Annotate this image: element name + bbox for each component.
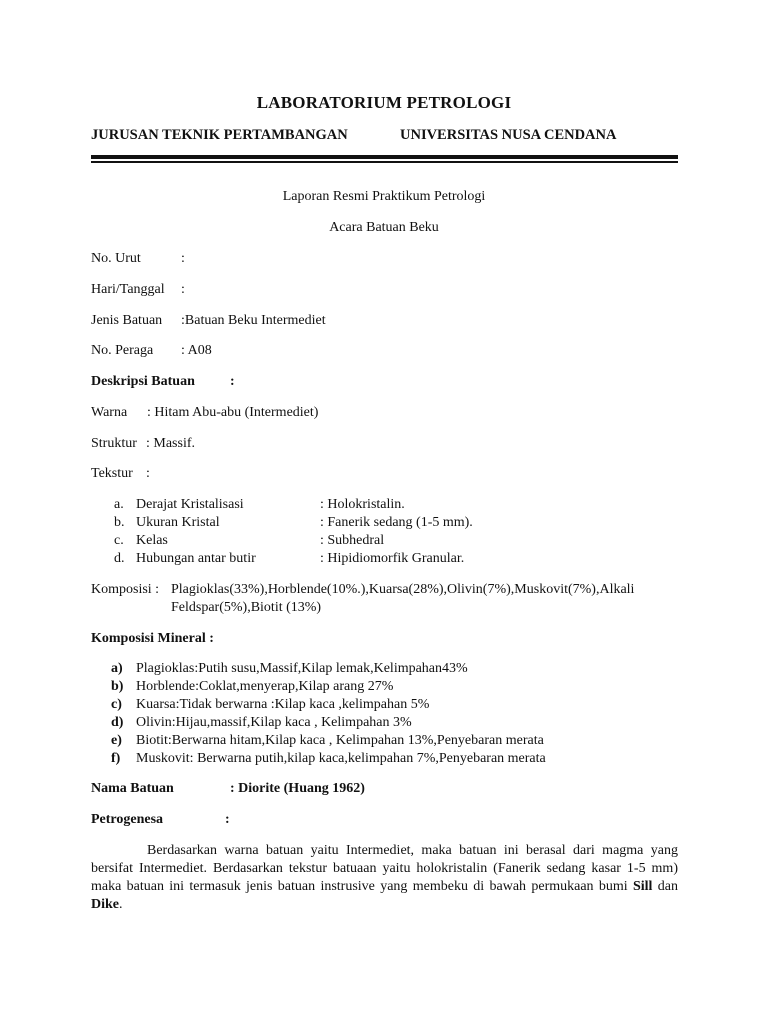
- warna-value: : Hitam Abu-abu (Intermediet): [147, 405, 319, 420]
- no-peraga-value: : A08: [181, 343, 212, 358]
- tekstur-item-letter: d.: [114, 551, 125, 566]
- struktur-value: : Massif.: [146, 436, 195, 451]
- header-rule-thin: [91, 161, 678, 163]
- komposisi-line-1: Plagioklas(33%),Horblende(10%.),Kuarsa(28%),Olivin(7%),Muskovit(7%),Alkali: [171, 582, 635, 597]
- dike-term: Dike: [91, 897, 119, 912]
- struktur-label: Struktur: [91, 436, 137, 451]
- mineral-item-text: Horblende:Coklat,menyerap,Kilap arang 27%: [136, 679, 394, 694]
- mineral-item-letter: d): [111, 715, 124, 730]
- no-urut-label: No. Urut: [91, 251, 141, 266]
- tekstur-item-letter: b.: [114, 515, 125, 530]
- tekstur-label: Tekstur: [91, 466, 133, 481]
- lab-title: LABORATORIUM PETROLOGI: [256, 93, 512, 112]
- header-rule-thick: [91, 155, 678, 159]
- sill-term: Sill: [632, 879, 653, 894]
- mineral-item-letter: a): [111, 661, 123, 676]
- tekstur-item-value: : Subhedral: [320, 533, 385, 548]
- petrogenesa-label: Petrogenesa: [91, 812, 164, 827]
- petrogenesa-text: Berdasarkan warna batuan yaitu Intermediet, maka batuan ini berasal dari magma yang bersifat Intermediet. Berdasarkan tekstur batuaan yaitu holokristalin (Fanerik sedang kasar 1-5 mm) maka batuan ini termasuk jenis batuan instrusive yang membeku di bawah permukaan bumi: [91, 843, 678, 894]
- no-urut-colon: :: [181, 251, 185, 266]
- komposisi-mineral-heading: Komposisi Mineral :: [91, 631, 214, 646]
- tekstur-item-value: : Holokristalin.: [320, 497, 405, 512]
- mineral-item-letter: e): [111, 733, 122, 748]
- nama-batuan-label: Nama Batuan: [91, 781, 174, 796]
- mineral-item-text: Muskovit: Berwarna putih,kilap kaca,kelimpahan 7%,Penyebaran merata: [136, 751, 546, 766]
- mineral-item-text: Plagioklas:Putih susu,Massif,Kilap lemak,Kelimpahan43%: [136, 661, 468, 676]
- tekstur-item-name: Kelas: [136, 533, 168, 548]
- tekstur-item-letter: c.: [114, 533, 124, 548]
- hari-tanggal-label: Hari/Tanggal: [91, 282, 165, 297]
- komposisi-label: Komposisi :: [91, 582, 160, 597]
- petrogenesa-colon: :: [225, 812, 230, 827]
- mineral-item-text: Biotit:Berwarna hitam,Kilap kaca , Kelimpahan 13%,Penyebaran merata: [136, 733, 544, 748]
- mineral-item-letter: c): [111, 697, 122, 712]
- report-activity: Acara Batuan Beku: [329, 220, 439, 235]
- hari-tanggal-colon: :: [181, 282, 185, 297]
- mineral-item-text: Kuarsa:Tidak berwarna :Kilap kaca ,kelimpahan 5%: [136, 697, 430, 712]
- paragraph-end: .: [119, 897, 123, 912]
- nama-batuan-value: : Diorite (Huang 1962): [230, 781, 365, 796]
- tekstur-colon: :: [146, 466, 150, 481]
- deskripsi-heading: Deskripsi Batuan: [91, 374, 195, 389]
- mineral-item-text: Olivin:Hijau,massif,Kilap kaca , Kelimpahan 3%: [136, 715, 412, 730]
- university-name: UNIVERSITAS NUSA CENDANA: [400, 127, 617, 143]
- tekstur-item-name: Hubungan antar butir: [136, 551, 256, 566]
- tekstur-item-letter: a.: [114, 497, 124, 512]
- deskripsi-colon: :: [230, 374, 235, 389]
- no-peraga-label: No. Peraga: [91, 343, 154, 358]
- report-subtitle: Laporan Resmi Praktikum Petrologi: [282, 189, 486, 204]
- mineral-item-letter: f): [111, 751, 121, 766]
- mineral-item-letter: b): [111, 679, 124, 694]
- jenis-batuan-label: Jenis Batuan: [91, 313, 163, 328]
- tekstur-item-value: : Fanerik sedang (1-5 mm).: [320, 515, 473, 530]
- warna-label: Warna: [91, 405, 128, 420]
- komposisi-line-2: Feldspar(5%),Biotit (13%): [171, 600, 322, 615]
- department-name: JURUSAN TEKNIK PERTAMBANGAN: [91, 127, 348, 143]
- tekstur-item-name: Ukuran Kristal: [136, 515, 220, 530]
- dan-text: dan: [652, 879, 678, 894]
- tekstur-item-name: Derajat Kristalisasi: [136, 497, 244, 512]
- tekstur-item-value: : Hipidiomorfik Granular.: [320, 551, 465, 566]
- jenis-batuan-value: :Batuan Beku Intermediet: [181, 313, 326, 328]
- petrogenesa-paragraph: [91, 842, 678, 914]
